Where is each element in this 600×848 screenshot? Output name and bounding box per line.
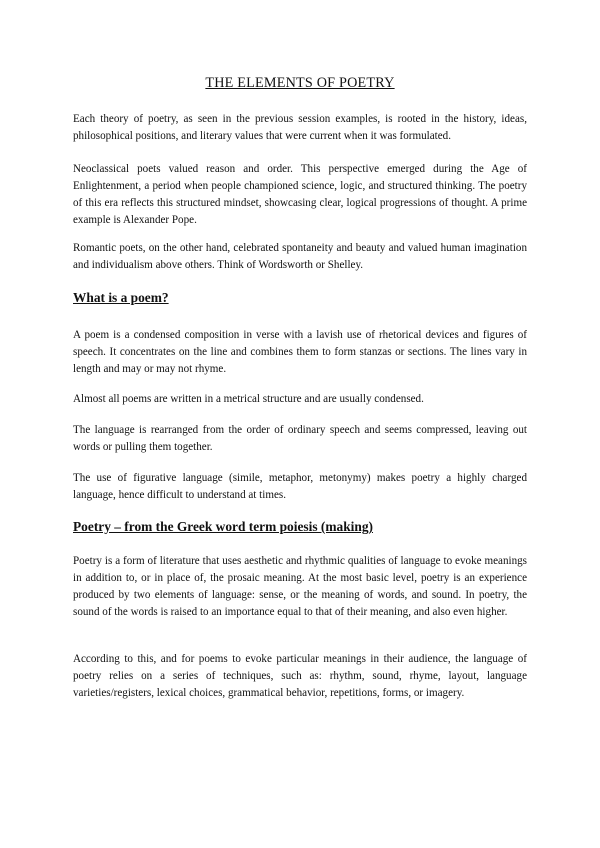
section2-paragraph: According to this, and for poems to evoke particular meanings in their audience, the language of poetry relies on a series of techniques, such as: rhythm, sound, rhyme, layout, language varieties/registers, lexical choices, grammatical behavior, repetitions, forms, or imagery. — [73, 653, 527, 699]
section1-paragraph: Almost all poems are written in a metrical structure and are usually condensed. — [73, 393, 424, 405]
section1-paragraph: The use of figurative language (simile, metaphor, metonymy) makes poetry a highly charged language, hence difficult to understand at times. — [73, 472, 527, 501]
section1-paragraph: The language is rearranged from the order of ordinary speech and seems compressed, leaving out words or pulling them together. — [73, 424, 527, 453]
section1-paragraph: A poem is a condensed composition in verse with a lavish use of rhetorical devices and figures of speech. It concentrates on the line and combines them to form stanzas or sections. The lines vary in length and may or may not rhyme. — [73, 329, 527, 375]
section-heading-what-is-a-poem: What is a poem? — [73, 290, 169, 305]
section2-paragraph: Poetry is a form of literature that uses aesthetic and rhythmic qualities of language to evoke meanings in addition to, or in place of, the prosaic meaning. At the most basic level, poetry is an experience produced by two elements of language: sense, or the meaning of words, and sound. In poetry, the sound of the words is raised to an importance equal to that of their meaning, and also even higher. — [73, 555, 527, 618]
section-heading-poiesis: Poetry – from the Greek word term poiesis (making) — [73, 519, 373, 534]
intro-paragraph: Neoclassical poets valued reason and order. This perspective emerged during the Age of Enlightenment, a period when people championed science, logic, and structured thinking. The poetry of this era reflects this structured mindset, showcasing clear, logical progressions of thought. A prime example is Alexander Pope. — [73, 163, 527, 226]
intro-paragraph: Each theory of poetry, as seen in the previous session examples, is rooted in the history, ideas, philosophical positions, and literary values that were current when it was formulated. — [73, 113, 527, 142]
page-title: THE ELEMENTS OF POETRY — [205, 75, 395, 91]
intro-paragraph: Romantic poets, on the other hand, celebrated spontaneity and beauty and valued human imagination and individualism above others. Think of Wordsworth or Shelley. — [73, 242, 527, 271]
